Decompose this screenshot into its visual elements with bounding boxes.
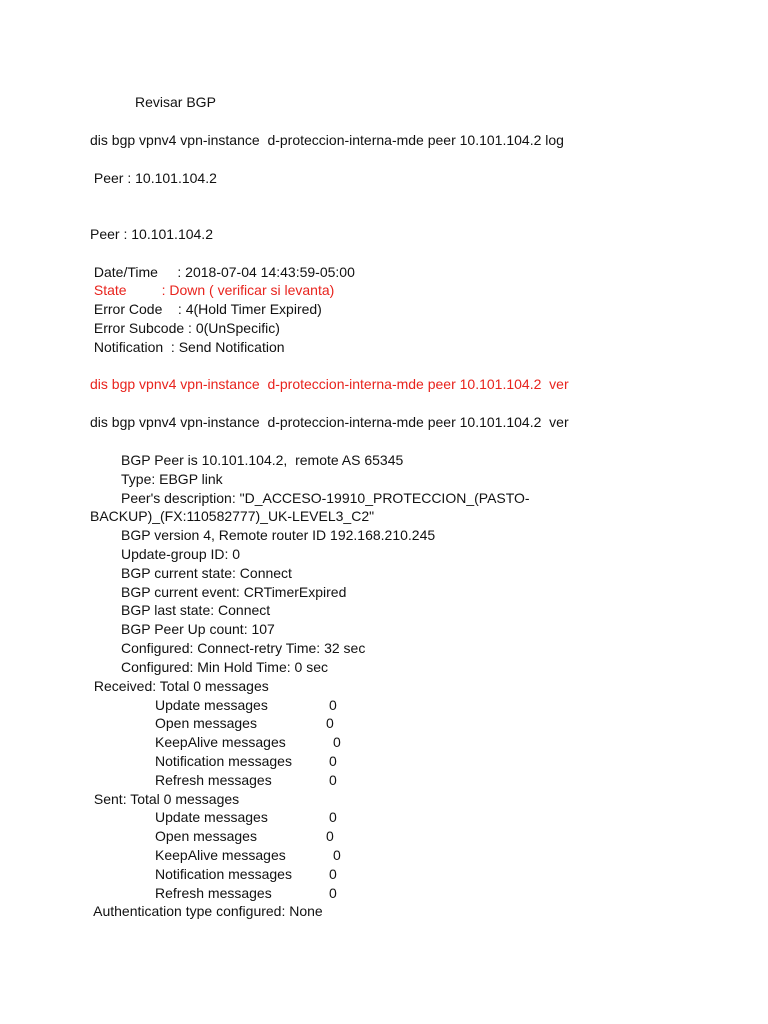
sent-row <box>155 846 341 864</box>
received-row-value: 0 <box>333 734 341 750</box>
bgp-peer-is: BGP Peer is 10.101.104.2, remote AS 65345 <box>121 452 404 468</box>
received-row <box>155 733 341 751</box>
received-row-value: 0 <box>326 715 334 731</box>
bgp-current-event: BGP current event: CRTimerExpired <box>121 584 347 600</box>
sent-total: Sent: Total 0 messages <box>90 791 240 807</box>
sent-row-value: 0 <box>326 828 334 844</box>
sent-row <box>155 865 337 883</box>
received-row-value: 0 <box>329 753 337 769</box>
peer-description-line-1: Peer's description: "D_ACCESO-19910_PROTECCION_(PASTO- <box>121 490 530 506</box>
sent-row-name: KeepAlive messages <box>155 847 286 863</box>
received-row <box>155 696 337 714</box>
peer-line-2: Peer : 10.101.104.2 <box>90 226 213 242</box>
peer-description-line-2: BACKUP)_(FX:110582777)_UK-LEVEL3_C2" <box>90 508 375 524</box>
received-row-name: Update messages <box>155 697 268 713</box>
sent-row-value: 0 <box>329 809 337 825</box>
command-verbose: dis bgp vpnv4 vpn-instance d-proteccion-interna-mde peer 10.101.104.2 ver <box>90 414 569 430</box>
bgp-type: Type: EBGP link <box>121 471 223 487</box>
document-title: Revisar BGP <box>135 94 216 110</box>
sent-row-value: 0 <box>333 847 341 863</box>
received-row-value: 0 <box>329 697 337 713</box>
log-state: State : Down ( verificar si levanta) <box>90 282 335 298</box>
bgp-current-state: BGP current state: Connect <box>121 565 292 581</box>
received-total: Received: Total 0 messages <box>90 678 269 694</box>
bgp-peer-up-count: BGP Peer Up count: 107 <box>121 621 275 637</box>
authentication-type: Authentication type configured: None <box>90 903 323 919</box>
connect-retry-time: Configured: Connect-retry Time: 32 sec <box>121 640 366 656</box>
log-error-code: Error Code : 4(Hold Timer Expired) <box>90 301 322 317</box>
update-group-id: Update-group ID: 0 <box>121 546 241 562</box>
received-row <box>155 752 337 770</box>
sent-row-value: 0 <box>329 866 337 882</box>
peer-line-1: Peer : 10.101.104.2 <box>90 170 217 186</box>
sent-row <box>155 808 337 826</box>
command-verbose-highlighted: dis bgp vpnv4 vpn-instance d-proteccion-interna-mde peer 10.101.104.2 ver <box>90 376 569 392</box>
received-row-value: 0 <box>329 772 337 788</box>
received-row-name: Refresh messages <box>155 772 272 788</box>
sent-row-name: Open messages <box>155 828 257 844</box>
sent-row-name: Update messages <box>155 809 268 825</box>
min-hold-time: Configured: Min Hold Time: 0 sec <box>121 659 328 675</box>
sent-row <box>155 884 337 902</box>
command-log: dis bgp vpnv4 vpn-instance d-proteccion-interna-mde peer 10.101.104.2 log <box>90 132 564 148</box>
received-row-name: Open messages <box>155 715 257 731</box>
received-row <box>155 714 334 732</box>
received-row-name: Notification messages <box>155 753 292 769</box>
received-row <box>155 771 337 789</box>
received-row-name: KeepAlive messages <box>155 734 286 750</box>
log-notification: Notification : Send Notification <box>90 339 285 355</box>
log-datetime: Date/Time : 2018-07-04 14:43:59-05:00 <box>90 264 355 280</box>
bgp-version: BGP version 4, Remote router ID 192.168.210.245 <box>121 527 436 543</box>
sent-row-name: Refresh messages <box>155 885 272 901</box>
bgp-last-state: BGP last state: Connect <box>121 602 271 618</box>
sent-row-value: 0 <box>329 885 337 901</box>
log-error-subcode: Error Subcode : 0(UnSpecific) <box>90 320 280 336</box>
sent-row <box>155 827 334 845</box>
sent-row-name: Notification messages <box>155 866 292 882</box>
